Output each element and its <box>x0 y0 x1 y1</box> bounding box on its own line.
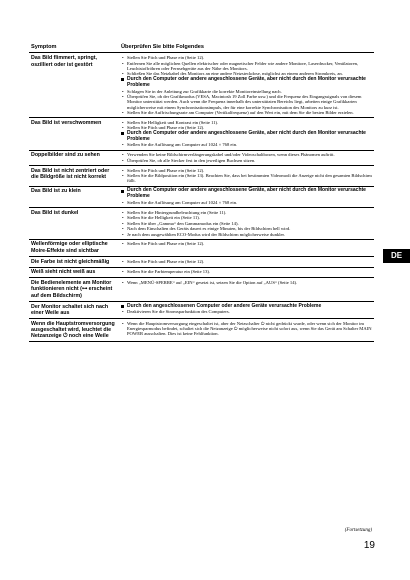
check-cell <box>119 53 374 118</box>
check-item: • Stellen Sie die Farbtemperatur ein (Seite 13). <box>121 269 372 274</box>
symptom-cell: Wellenförmige oder elliptische Moire-Effekte sind sichtbar <box>29 239 119 256</box>
symptom-cell: Das Bild ist nicht zentriert oder die Bildgröße ist nicht korrekt <box>29 165 119 186</box>
check-item: • Nach dem Einschalten des Geräts dauert es einige Minuten, bis der Bildschirm hell wird. <box>121 226 372 231</box>
header-check: Überprüfen Sie bitte Folgendes <box>119 43 374 53</box>
header-symptom: Symptom <box>29 43 119 53</box>
check-cell <box>119 278 374 301</box>
check-cell <box>119 301 374 318</box>
table-row <box>29 53 374 118</box>
check-cell <box>119 256 374 267</box>
cause-heading: Durch den Computer oder andere angeschlossene Geräte, aber nicht durch den Monitor verursachte Probleme <box>121 77 372 89</box>
table-row <box>29 150 374 165</box>
check-item: • Stellen Sie Pitch und Phase ein (Seite 12). <box>121 259 372 264</box>
check-item: • Stellen Sie Pitch und Phase ein (Seite 12). <box>121 55 372 60</box>
check-cell <box>119 318 374 341</box>
check-item: • Stellen Sie Pitch und Phase ein (Seite 12). <box>121 168 372 173</box>
check-item: • Stellen Sie die Bildposition ein (Seite 13). Beachten Sie, dass bei bestimmten Videomodi die Anzeige nicht den gesamten Bildschirm füllt. <box>121 173 372 184</box>
troubleshooting-table <box>29 43 374 342</box>
table-row <box>29 278 374 301</box>
check-item: • Stellen Sie Pitch und Phase ein (Seite 12). <box>121 125 372 130</box>
check-item: • Wenn die Hauptstromversorgung eingeschaltet ist, aber der Netzschalter ⏻ nicht gedrückt wurde, oder wenn sich der Monitor im Energiesparmodus befindet, schaltet sich die Netzanzeige ⏻ möglicherweise nicht sofort aus, wenn Sie das Gerät am Schalter MAIN POWER ausschalten. Dies ist keine Fehlfunktion. <box>121 321 372 337</box>
language-tab-de: DE <box>383 249 410 263</box>
check-item: • Schlagen Sie in der Anleitung zur Grafikkarte die korrekte Monitoreinstellung nach. <box>121 89 372 94</box>
check-item: • Stellen Sie die Auflösung am Computer auf 1024 × 768 ein. <box>121 142 372 147</box>
table-row <box>29 267 374 278</box>
check-item: • Stellen Sie die Auffrischungsrate am Computer (Vertikalfrequenz) auf den Wert ein, mit dem Sie die besten Bilder erzielen. <box>121 110 372 115</box>
cause-heading: Durch den angeschlossenen Computer oder andere Geräte verursachte Probleme <box>121 304 372 310</box>
check-item: • Je nach dem ausgewählten ECO-Modus wird der Bildschirm möglicherweise dunkler. <box>121 232 372 237</box>
symptom-cell: Das Bild ist verschwommen <box>29 118 119 150</box>
symptom-cell: Der Monitor schaltet sich nach einer Weile aus <box>29 301 119 318</box>
cause-heading: Durch den Computer oder andere angeschlossene Geräte, aber nicht durch den Monitor verursachte Probleme <box>121 131 372 143</box>
check-item: • Deaktivieren Sie die Stromsparfunktion des Computers. <box>121 309 372 314</box>
check-item: • Stellen Sie Helligkeit und Kontrast ein (Seite 11). <box>121 120 372 125</box>
check-cell <box>119 165 374 186</box>
check-item: • Stellen Sie über „Gamma“ den Gammamodus ein (Seite 14). <box>121 221 372 226</box>
check-item: • Wenn „MENÜ-SPERRE“ auf „EIN“ gesetzt ist, setzen Sie die Option auf „AUS“ (Seite 14). <box>121 280 372 285</box>
table-row <box>29 239 374 256</box>
table-row <box>29 301 374 318</box>
symptom-cell: Das Bild ist dunkel <box>29 208 119 239</box>
continued-note: (Fortsetzung) <box>344 528 372 533</box>
symptom-cell: Doppelbilder sind zu sehen <box>29 150 119 165</box>
table-row <box>29 256 374 267</box>
check-cell <box>119 267 374 278</box>
symptom-cell: Die Bedienelemente am Monitor funktionieren nicht (⊶ erscheint auf dem Bildschirm) <box>29 278 119 301</box>
check-cell <box>119 239 374 256</box>
check-cell <box>119 118 374 150</box>
check-item: • Stellen Sie die Hintergrundbeleuchtung ein (Seite 11). <box>121 210 372 215</box>
table-row <box>29 208 374 239</box>
check-item: • Stellen Sie die Auflösung am Computer auf 1024 × 768 ein. <box>121 200 372 205</box>
check-item: • Entfernen Sie alle möglichen Quellen elektrischer oder magnetischer Felder wie andere Monitore, Laserdrucker, Ventilatoren, Leuchtstoffröhren oder Fernsehgeräte aus der Nähe des Monitors. <box>121 61 372 72</box>
check-item: • Stellen Sie die Helligkeit ein (Seite 11). <box>121 215 372 220</box>
check-cell <box>119 150 374 165</box>
table-row <box>29 186 374 208</box>
symptom-cell: Das Bild flimmert, springt, oszilliert oder ist gestört <box>29 53 119 118</box>
table-row <box>29 118 374 150</box>
cause-heading: Durch den Computer oder andere angeschlossene Geräte, aber nicht durch den Monitor verursachte Probleme <box>121 188 372 200</box>
symptom-cell: Wenn die Hauptstromversorgung ausgeschaltet wird, leuchtet die Netzanzeige ⏻ noch eine Weile <box>29 318 119 341</box>
table-row <box>29 165 374 186</box>
table-header-row <box>29 43 374 53</box>
symptom-cell: Die Farbe ist nicht gleichmäßig <box>29 256 119 267</box>
check-item: • Stellen Sie Pitch und Phase ein (Seite 12). <box>121 241 372 246</box>
check-cell <box>119 186 374 208</box>
check-item: • Verwenden Sie keine Bildschirmverlängerungskabel und/oder Videoschaltboxen, wenn dieses Phänomen auftritt. <box>121 152 372 157</box>
symptom-cell: Das Bild ist zu klein <box>29 186 119 208</box>
symptom-cell: Weiß sieht nicht weiß aus <box>29 267 119 278</box>
check-item: • Überprüfen Sie, ob alle Stecker fest in den jeweiligen Buchsen sitzen. <box>121 158 372 163</box>
check-item: • Schließen Sie das Netzkabel des Monitors an eine andere Netzsteckdose, möglichst an einem anderen Stromkreis, an. <box>121 71 372 76</box>
check-item: • Überprüfen Sie, ob der Grafikmodus (VESA, Macintosh 19 Zoll Farbe usw.) und die Frequenz des Eingangssignals von diesem Monitor unterstützt werden. Auch wenn die Frequenz innerhalb des unterstützten Bereichs liegt, arbeiten einige Grafikkarten möglicherweise mit einem Synchronisationsimpuls, der für eine korrekte Synchronisation des Monitors zu kurz ist. <box>121 94 372 110</box>
page-number: 19 <box>363 540 375 551</box>
table-row <box>29 318 374 341</box>
check-cell <box>119 208 374 239</box>
